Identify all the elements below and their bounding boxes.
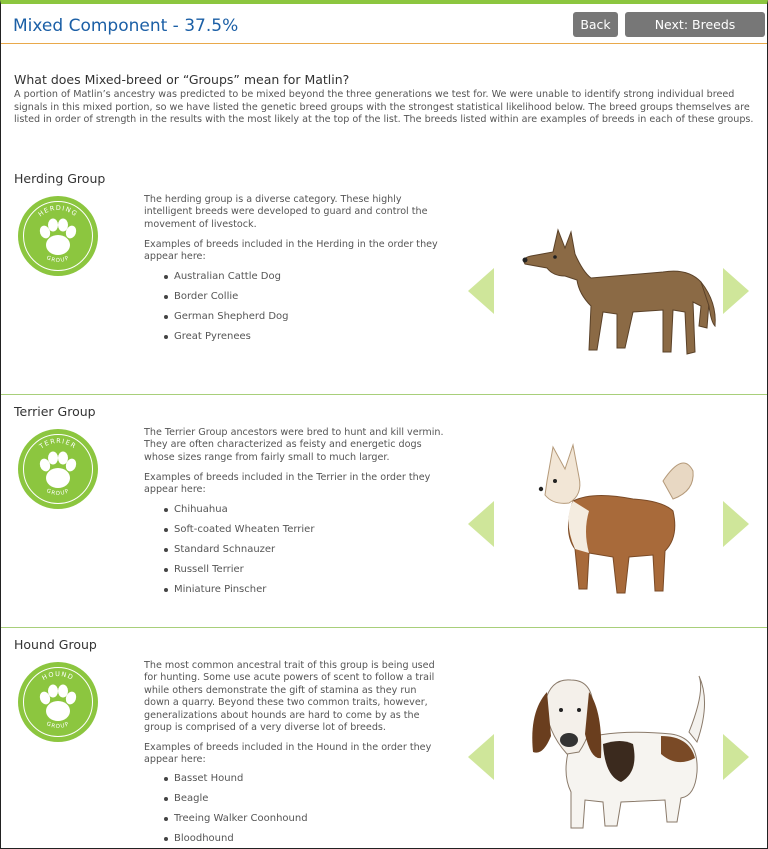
badge-label: HOUND	[40, 669, 76, 683]
svg-text:TERRIER	[37, 437, 78, 451]
header-bar	[1, 4, 767, 57]
herding-group-section	[1, 168, 767, 394]
basset-hound-image	[521, 672, 711, 837]
examples-label: Examples of breeds included in the Herding in the order they appear here:	[144, 239, 438, 263]
list-item: Russell Terrier	[159, 563, 314, 583]
next-breed-arrow-icon[interactable]	[723, 734, 749, 780]
list-item: Beagle	[159, 792, 308, 812]
badge-sublabel: GROUP	[45, 488, 71, 498]
intro-body: A portion of Matlin’s ancestry was predicted to be mixed beyond the three generations we test for. We were unable to identify strong individual breed signals in this mixed portion, so we have listed the genetic breed groups with the strongest statistical likelihood below. The breed groups themselves are listed in order of strength in the results with the most likely at the top of the list. The breeds listed within are examples of breeds in each of these groups.	[14, 89, 754, 126]
hound-group-section	[1, 634, 767, 849]
badge-label: TERRIER	[37, 436, 79, 451]
paw-print-icon	[18, 196, 98, 276]
list-item: Great Pyrenees	[159, 330, 289, 350]
svg-text:GROUP	[45, 255, 70, 264]
svg-text:GROUP	[45, 488, 70, 497]
list-item: German Shepherd Dog	[159, 310, 289, 330]
breed-list	[159, 270, 289, 350]
australian-cattle-dog-image	[513, 202, 723, 362]
svg-text:GROUP	[45, 721, 70, 730]
section-divider	[1, 627, 767, 628]
group-title: Hound Group	[14, 637, 97, 652]
intro-section	[14, 72, 759, 127]
intro-heading: What does Mixed-breed or “Groups” mean for Matlin?	[14, 72, 350, 87]
group-title: Herding Group	[14, 171, 106, 186]
paw-print-icon	[18, 429, 98, 509]
group-description: The Terrier Group ancestors were bred to hunt and kill vermin. They are often characterized as feisty and energetic dogs whose sizes range from fairly small to much larger.	[144, 427, 444, 463]
list-item: Soft-coated Wheaten Terrier	[159, 523, 314, 543]
back-button[interactable]: Back	[573, 12, 618, 37]
previous-breed-arrow-icon[interactable]	[468, 734, 494, 780]
page-title: Mixed Component - 37.5%	[13, 16, 239, 36]
list-item: Basset Hound	[159, 772, 308, 792]
breed-list	[159, 772, 308, 849]
list-item: Australian Cattle Dog	[159, 270, 289, 290]
previous-breed-arrow-icon[interactable]	[468, 268, 494, 314]
paw-print-icon	[18, 662, 98, 742]
hound-group-badge	[18, 662, 98, 742]
list-item: Chihuahua	[159, 503, 314, 523]
list-item: Border Collie	[159, 290, 289, 310]
group-title: Terrier Group	[14, 404, 96, 419]
examples-label: Examples of breeds included in the Hound in the order they appear here:	[144, 742, 432, 766]
badge-label: HERDING	[36, 203, 80, 219]
group-description: The most common ancestral trait of this group is being used for hunting. Some use acute powers of scent to follow a trail while others demonstrate the gift of stamina as they run down a quarry. Beyond these two common traits, however, generalizations about hounds are hard to come by as the group is comprised of a very diverse lot of breeds.	[144, 660, 435, 734]
herding-group-badge	[18, 196, 98, 276]
badge-sublabel: GROUP	[45, 255, 71, 265]
badge-sublabel: GROUP	[45, 721, 71, 731]
list-item: Bloodhound	[159, 832, 308, 849]
list-item: Standard Schnauzer	[159, 543, 314, 563]
terrier-group-section	[1, 401, 767, 627]
terrier-group-badge	[18, 429, 98, 509]
previous-breed-arrow-icon[interactable]	[468, 501, 494, 547]
svg-text:HOUND	[41, 670, 76, 682]
section-divider	[1, 394, 767, 395]
next-breeds-analyzed-button[interactable]: Next: Breeds Analyzed	[625, 12, 765, 37]
list-item: Miniature Pinscher	[159, 583, 314, 603]
chihuahua-image	[533, 441, 698, 601]
group-description: The herding group is a diverse category. These highly intelligent breeds were developed to guard and control the movement of livestock.	[144, 194, 428, 230]
svg-text:HERDING	[37, 204, 80, 218]
next-breed-arrow-icon[interactable]	[723, 268, 749, 314]
examples-label: Examples of breeds included in the Terrier in the order they appear here:	[144, 472, 431, 496]
next-breed-arrow-icon[interactable]	[723, 501, 749, 547]
list-item: Treeing Walker Coonhound	[159, 812, 308, 832]
breed-list	[159, 503, 314, 603]
